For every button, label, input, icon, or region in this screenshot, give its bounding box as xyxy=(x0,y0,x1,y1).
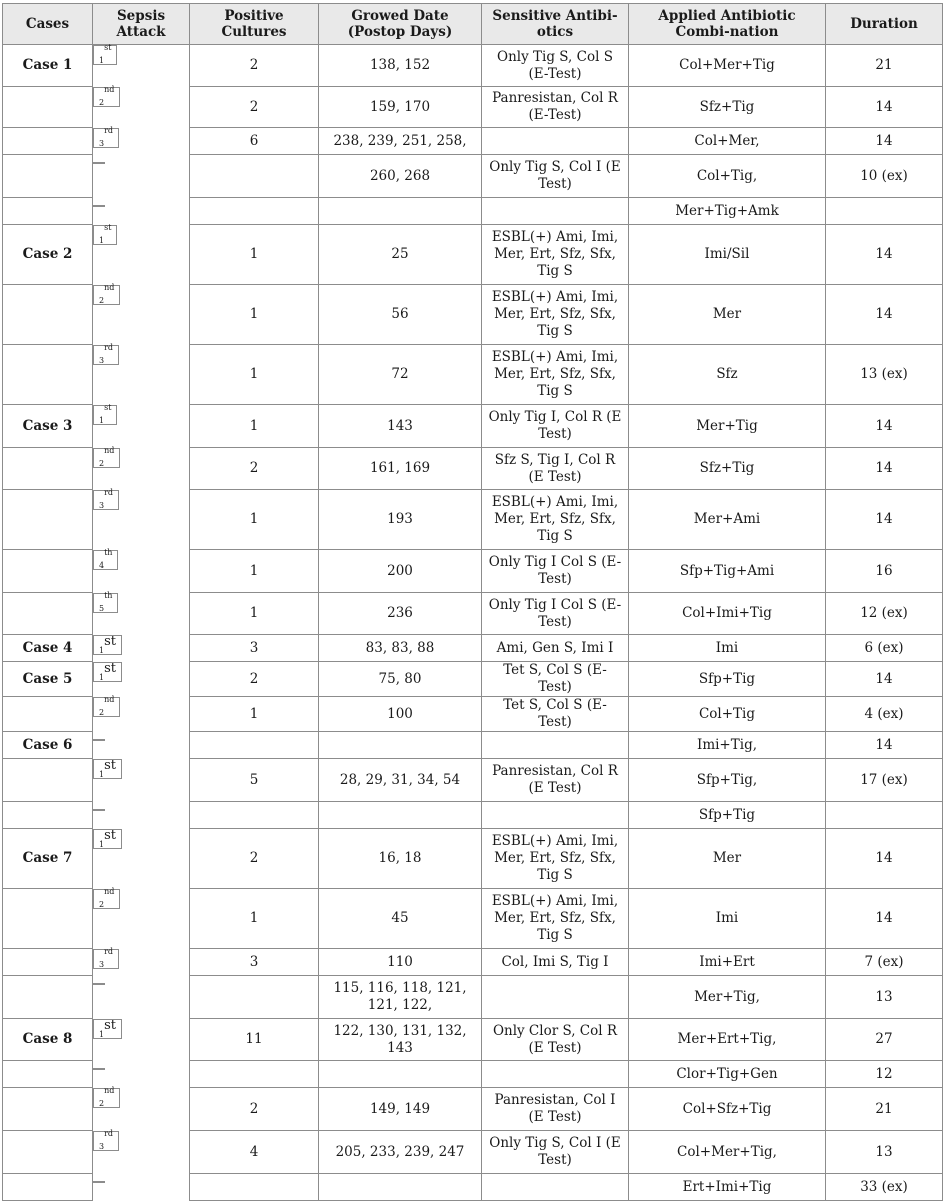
growed-date-cell: 115, 116, 118, 121, 121, 122, xyxy=(319,976,482,1019)
applied-combination-cell: Mer+Ami xyxy=(629,490,826,550)
attack-number: 5 xyxy=(99,603,105,613)
sensitive-antibiotics-cell: Only Tig S, Col S (E-Test) xyxy=(482,45,629,87)
growed-date-cell xyxy=(319,1061,482,1088)
growed-date-cell: 83, 83, 88 xyxy=(319,635,482,662)
positive-cultures-cell xyxy=(190,1061,319,1088)
sepsis-attack-ordinal xyxy=(99,487,114,510)
sepsis-attack-cell xyxy=(93,1085,120,1108)
sensitive-antibiotics-cell: Only Tig I, Col R (E Test) xyxy=(482,405,629,448)
header-cases: Cases xyxy=(3,4,93,45)
applied-combination-cell: Sfp+Tig+Ami xyxy=(629,550,826,593)
growed-date-cell: 138, 152 xyxy=(319,45,482,87)
positive-cultures-cell: 2 xyxy=(190,829,319,889)
positive-cultures-cell xyxy=(190,1174,319,1201)
attack-suffix: th xyxy=(104,547,113,557)
sepsis-attack-cell xyxy=(93,635,122,655)
growed-date-cell xyxy=(319,802,482,829)
duration-cell xyxy=(826,198,943,225)
table-row xyxy=(3,1019,943,1061)
attack-number: 1 xyxy=(99,769,105,779)
growed-date-cell: 193 xyxy=(319,490,482,550)
positive-cultures-cell: 1 xyxy=(190,405,319,448)
duration-cell xyxy=(826,802,943,829)
sepsis-attack-ordinal xyxy=(99,43,112,65)
header-sensitive-antibiotics: Sensitive Antibi-otics xyxy=(482,4,629,45)
table-row xyxy=(3,345,943,405)
attack-suffix: nd xyxy=(104,445,115,455)
sepsis-attack-cell xyxy=(93,590,118,613)
duration-cell: 21 xyxy=(826,45,943,87)
table-row xyxy=(3,225,943,285)
sepsis-attack-ordinal xyxy=(99,402,112,425)
table-row xyxy=(3,1061,943,1088)
growed-date-cell xyxy=(319,198,482,225)
attack-suffix: st xyxy=(104,1017,116,1033)
duration-cell: 33 (ex) xyxy=(826,1174,943,1201)
sensitive-antibiotics-cell: Tet S, Col S (E-Test) xyxy=(482,662,629,697)
growed-date-cell xyxy=(319,1174,482,1201)
sepsis-attack-cell xyxy=(93,739,105,741)
sepsis-attack-cell xyxy=(93,547,118,570)
sensitive-antibiotics-cell xyxy=(482,198,629,225)
applied-combination-cell: Sfp+Tig xyxy=(629,662,826,697)
growed-date-cell: 75, 80 xyxy=(319,662,482,697)
sepsis-attack-cell xyxy=(93,662,122,682)
positive-cultures-cell: 4 xyxy=(190,1131,319,1174)
sensitive-antibiotics-cell: Panresistan, Col R (E-Test) xyxy=(482,87,629,128)
sepsis-attack-ordinal xyxy=(99,222,112,245)
positive-cultures-cell: 3 xyxy=(190,949,319,976)
attack-suffix: rd xyxy=(104,487,114,497)
duration-cell: 14 xyxy=(826,889,943,949)
applied-combination-cell: Mer xyxy=(629,829,826,889)
case-cell xyxy=(3,345,93,405)
duration-cell: 13 (ex) xyxy=(826,345,943,405)
case-cell: Case 6 xyxy=(3,732,93,759)
header-positive-cultures: Positive Cultures xyxy=(190,4,319,45)
positive-cultures-cell: 2 xyxy=(190,662,319,697)
applied-combination-cell: Col+Imi+Tig xyxy=(629,593,826,635)
sepsis-attack-ordinal xyxy=(99,633,116,655)
positive-cultures-cell: 2 xyxy=(190,87,319,128)
growed-date-cell: 161, 169 xyxy=(319,448,482,490)
applied-combination-cell: Mer+Tig, xyxy=(629,976,826,1019)
sepsis-attack-ordinal xyxy=(99,1085,115,1108)
applied-combination-cell: Imi/Sil xyxy=(629,225,826,285)
table-row xyxy=(3,732,943,759)
header-row xyxy=(3,4,943,45)
applied-combination-cell: Clor+Tig+Gen xyxy=(629,1061,826,1088)
positive-cultures-cell: 1 xyxy=(190,889,319,949)
applied-combination-cell: Mer+Tig xyxy=(629,405,826,448)
sensitive-antibiotics-cell: ESBL(+) Ami, Imi, Mer, Ert, Sfz, Sfx, Tig S xyxy=(482,889,629,949)
growed-date-cell: 238, 239, 251, 258, xyxy=(319,128,482,155)
growed-date-cell: 205, 233, 239, 247 xyxy=(319,1131,482,1174)
sepsis-attack-cell xyxy=(93,487,119,510)
duration-cell: 10 (ex) xyxy=(826,155,943,198)
sepsis-attack-cell xyxy=(93,759,122,779)
case-cell: Case 5 xyxy=(3,662,93,697)
case-cell xyxy=(3,198,93,225)
attack-suffix: nd xyxy=(104,1085,115,1095)
sepsis-attack-cell xyxy=(93,222,117,245)
sepsis-attack-ordinal xyxy=(99,886,115,909)
sepsis-attack-cell xyxy=(93,282,120,305)
attack-number: 2 xyxy=(99,458,105,468)
attack-number: 2 xyxy=(99,1098,105,1108)
positive-cultures-cell: 1 xyxy=(190,550,319,593)
sepsis-attack-cell xyxy=(93,1019,122,1039)
positive-cultures-cell xyxy=(190,802,319,829)
sepsis-attack-ordinal xyxy=(99,590,113,613)
applied-combination-cell: Col+Mer+Tig xyxy=(629,45,826,87)
positive-cultures-cell: 1 xyxy=(190,345,319,405)
attack-number: 1 xyxy=(99,56,105,65)
sepsis-attack-cell xyxy=(93,809,105,811)
duration-cell: 12 xyxy=(826,1061,943,1088)
sepsis-attack-cell xyxy=(93,946,119,969)
duration-cell: 14 xyxy=(826,448,943,490)
duration-cell: 16 xyxy=(826,550,943,593)
case-cell: Case 4 xyxy=(3,635,93,662)
attack-number: 3 xyxy=(99,500,105,510)
table-row xyxy=(3,198,943,225)
sepsis-attack-cell xyxy=(93,886,120,909)
duration-cell: 6 (ex) xyxy=(826,635,943,662)
duration-cell: 14 xyxy=(826,829,943,889)
sensitive-antibiotics-cell: Sfz S, Tig I, Col R (E Test) xyxy=(482,448,629,490)
sepsis-attack-ordinal xyxy=(99,660,116,682)
attack-number: 2 xyxy=(99,97,105,107)
applied-combination-cell: Col+Mer+Tig, xyxy=(629,1131,826,1174)
table-row xyxy=(3,490,943,550)
attack-suffix: rd xyxy=(104,946,114,956)
sensitive-antibiotics-cell: Only Tig I Col S (E-Test) xyxy=(482,550,629,593)
sepsis-attack-cell xyxy=(93,829,122,849)
growed-date-cell: 45 xyxy=(319,889,482,949)
attack-suffix: st xyxy=(104,633,116,649)
attack-suffix: nd xyxy=(104,282,115,292)
case-cell: Case 3 xyxy=(3,405,93,448)
table-row xyxy=(3,405,943,448)
attack-suffix: th xyxy=(104,590,113,600)
positive-cultures-cell: 5 xyxy=(190,759,319,802)
growed-date-cell: 200 xyxy=(319,550,482,593)
duration-cell: 27 xyxy=(826,1019,943,1061)
duration-cell: 14 xyxy=(826,87,943,128)
case-cell xyxy=(3,697,93,732)
growed-date-cell: 236 xyxy=(319,593,482,635)
table-row xyxy=(3,889,943,949)
growed-date-cell: 122, 130, 131, 132, 143 xyxy=(319,1019,482,1061)
case-cell: Case 7 xyxy=(3,829,93,889)
table-row xyxy=(3,593,943,635)
positive-cultures-cell: 1 xyxy=(190,697,319,732)
sensitive-antibiotics-cell: Col, Imi S, Tig I xyxy=(482,949,629,976)
growed-date-cell xyxy=(319,732,482,759)
sensitive-antibiotics-cell: ESBL(+) Ami, Imi, Mer, Ert, Sfz, Sfx, Tig S xyxy=(482,285,629,345)
applied-combination-cell: Mer+Tig+Amk xyxy=(629,198,826,225)
duration-cell: 14 xyxy=(826,732,943,759)
applied-combination-cell: Mer xyxy=(629,285,826,345)
positive-cultures-cell xyxy=(190,198,319,225)
duration-cell: 14 xyxy=(826,128,943,155)
duration-cell: 4 (ex) xyxy=(826,697,943,732)
case-cell xyxy=(3,1061,93,1088)
sensitive-antibiotics-cell xyxy=(482,732,629,759)
case-cell xyxy=(3,448,93,490)
attack-suffix: st xyxy=(104,402,112,412)
positive-cultures-cell: 2 xyxy=(190,1088,319,1131)
table-row xyxy=(3,759,943,802)
growed-date-cell: 159, 170 xyxy=(319,87,482,128)
header-sepsis-attack: Sepsis Attack xyxy=(93,4,190,45)
table-row xyxy=(3,128,943,155)
header-applied-combination: Applied Antibiotic Combi-nation xyxy=(629,4,826,45)
growed-date-cell: 72 xyxy=(319,345,482,405)
table-row xyxy=(3,662,943,697)
attack-suffix: rd xyxy=(104,342,114,352)
attack-number: 1 xyxy=(99,645,105,655)
duration-cell: 14 xyxy=(826,285,943,345)
growed-date-cell: 25 xyxy=(319,225,482,285)
sensitive-antibiotics-cell: ESBL(+) Ami, Imi, Mer, Ert, Sfz, Sfx, Tig S xyxy=(482,225,629,285)
growed-date-cell: 28, 29, 31, 34, 54 xyxy=(319,759,482,802)
duration-cell: 14 xyxy=(826,662,943,697)
table-row xyxy=(3,949,943,976)
table-header xyxy=(3,4,943,45)
case-cell xyxy=(3,889,93,949)
positive-cultures-cell xyxy=(190,155,319,198)
case-cell: Case 8 xyxy=(3,1019,93,1061)
growed-date-cell: 100 xyxy=(319,697,482,732)
applied-combination-cell: Imi+Ert xyxy=(629,949,826,976)
sepsis-attack-ordinal xyxy=(99,757,116,779)
sensitive-antibiotics-cell: ESBL(+) Ami, Imi, Mer, Ert, Sfz, Sfx, Tig S xyxy=(482,829,629,889)
positive-cultures-cell: 1 xyxy=(190,285,319,345)
attack-suffix: st xyxy=(104,660,116,676)
growed-date-cell: 16, 18 xyxy=(319,829,482,889)
attack-number: 3 xyxy=(99,355,105,365)
positive-cultures-cell: 1 xyxy=(190,490,319,550)
table-row xyxy=(3,87,943,128)
sensitive-antibiotics-cell: Panresistan, Col I (E Test) xyxy=(482,1088,629,1131)
sepsis-attack-cell xyxy=(93,1128,119,1151)
applied-combination-cell: Sfz+Tig xyxy=(629,87,826,128)
sensitive-antibiotics-cell: Ami, Gen S, Imi I xyxy=(482,635,629,662)
header-duration: Duration xyxy=(826,4,943,45)
growed-date-cell: 143 xyxy=(319,405,482,448)
sepsis-attack-cell xyxy=(93,445,120,468)
sensitive-antibiotics-cell: Only Tig S, Col I (E Test) xyxy=(482,1131,629,1174)
sepsis-attack-cell xyxy=(93,342,119,365)
case-cell xyxy=(3,155,93,198)
sensitive-antibiotics-cell: Panresistan, Col R (E Test) xyxy=(482,759,629,802)
case-cell xyxy=(3,550,93,593)
sepsis-attack-ordinal xyxy=(99,1128,114,1151)
attack-number: 3 xyxy=(99,959,105,969)
sepsis-attack-cell xyxy=(93,402,117,425)
attack-suffix: nd xyxy=(104,886,115,896)
duration-cell: 14 xyxy=(826,405,943,448)
sepsis-attack-ordinal xyxy=(99,282,115,305)
attack-number: 1 xyxy=(99,415,105,425)
attack-suffix: st xyxy=(104,757,116,773)
table-body xyxy=(3,45,943,1201)
positive-cultures-cell: 2 xyxy=(190,448,319,490)
growed-date-cell: 260, 268 xyxy=(319,155,482,198)
sepsis-attack-ordinal xyxy=(99,125,114,148)
table-row xyxy=(3,1088,943,1131)
case-cell xyxy=(3,593,93,635)
sensitive-antibiotics-cell: ESBL(+) Ami, Imi, Mer, Ert, Sfz, Sfx, Tig S xyxy=(482,490,629,550)
attack-number: 1 xyxy=(99,1029,105,1039)
table-row xyxy=(3,1131,943,1174)
sepsis-attack-ordinal xyxy=(99,694,115,717)
positive-cultures-cell: 11 xyxy=(190,1019,319,1061)
table-row xyxy=(3,697,943,732)
header-growed-date: Growed Date (Postop Days) xyxy=(319,4,482,45)
attack-number: 1 xyxy=(99,235,105,245)
attack-number: 1 xyxy=(99,672,105,682)
sepsis-attack-ordinal xyxy=(99,445,115,468)
applied-combination-cell: Imi xyxy=(629,889,826,949)
growed-date-cell: 110 xyxy=(319,949,482,976)
sensitive-antibiotics-cell: Only Tig I Col S (E-Test) xyxy=(482,593,629,635)
applied-combination-cell: Col+Mer, xyxy=(629,128,826,155)
sensitive-antibiotics-cell: ESBL(+) Ami, Imi, Mer, Ert, Sfz, Sfx, Tig S xyxy=(482,345,629,405)
table-row xyxy=(3,45,943,87)
attack-suffix: nd xyxy=(104,694,115,704)
applied-combination-cell: Col+Tig xyxy=(629,697,826,732)
sepsis-attack-cell xyxy=(93,45,117,65)
sepsis-attack-ordinal xyxy=(99,1017,116,1039)
table-row xyxy=(3,448,943,490)
sensitive-antibiotics-cell xyxy=(482,802,629,829)
table-row xyxy=(3,1174,943,1201)
case-cell xyxy=(3,802,93,829)
table-row xyxy=(3,635,943,662)
attack-number: 2 xyxy=(99,899,105,909)
applied-combination-cell: Sfp+Tig, xyxy=(629,759,826,802)
positive-cultures-cell: 2 xyxy=(190,45,319,87)
positive-cultures-cell: 1 xyxy=(190,593,319,635)
positive-cultures-cell: 1 xyxy=(190,225,319,285)
case-cell xyxy=(3,1131,93,1174)
attack-suffix: nd xyxy=(104,84,115,94)
sepsis-attack-cell xyxy=(93,1068,105,1070)
sepsis-attack-ordinal xyxy=(99,827,116,849)
sepsis-attack-cell xyxy=(93,983,105,985)
attack-suffix: st xyxy=(104,43,112,52)
sensitive-antibiotics-cell: Only Clor S, Col R (E Test) xyxy=(482,1019,629,1061)
sepsis-attack-cell xyxy=(93,84,120,107)
applied-combination-cell: Imi+Tig, xyxy=(629,732,826,759)
sepsis-attack-ordinal xyxy=(99,342,114,365)
positive-cultures-cell xyxy=(190,732,319,759)
sepsis-attack-ordinal xyxy=(99,547,113,570)
applied-combination-cell: Imi xyxy=(629,635,826,662)
attack-number: 1 xyxy=(99,839,105,849)
positive-cultures-cell: 6 xyxy=(190,128,319,155)
table-row xyxy=(3,802,943,829)
attack-suffix: st xyxy=(104,222,112,232)
table-row xyxy=(3,976,943,1019)
case-cell xyxy=(3,1174,93,1201)
applied-combination-cell: Col+Sfz+Tig xyxy=(629,1088,826,1131)
sepsis-attack-cell xyxy=(93,205,105,207)
duration-cell: 13 xyxy=(826,976,943,1019)
case-cell xyxy=(3,87,93,128)
case-cell xyxy=(3,1088,93,1131)
sepsis-table xyxy=(2,3,943,1201)
attack-suffix: rd xyxy=(104,1128,114,1138)
duration-cell: 17 (ex) xyxy=(826,759,943,802)
growed-date-cell: 149, 149 xyxy=(319,1088,482,1131)
table-row xyxy=(3,829,943,889)
duration-cell: 21 xyxy=(826,1088,943,1131)
case-cell xyxy=(3,285,93,345)
sensitive-antibiotics-cell xyxy=(482,128,629,155)
sepsis-attack-ordinal xyxy=(99,946,114,969)
duration-cell: 14 xyxy=(826,225,943,285)
applied-combination-cell: Ert+Imi+Tig xyxy=(629,1174,826,1201)
attack-suffix: rd xyxy=(104,125,114,135)
sensitive-antibiotics-cell xyxy=(482,1174,629,1201)
table-row xyxy=(3,550,943,593)
applied-combination-cell: Col+Tig, xyxy=(629,155,826,198)
sepsis-attack-cell xyxy=(93,694,120,717)
attack-number: 2 xyxy=(99,295,105,305)
attack-suffix: st xyxy=(104,827,116,843)
case-cell: Case 1 xyxy=(3,45,93,87)
applied-combination-cell: Sfz+Tig xyxy=(629,448,826,490)
applied-combination-cell: Sfz xyxy=(629,345,826,405)
case-cell xyxy=(3,759,93,802)
attack-number: 4 xyxy=(99,560,105,570)
duration-cell: 12 (ex) xyxy=(826,593,943,635)
duration-cell: 14 xyxy=(826,490,943,550)
growed-date-cell: 56 xyxy=(319,285,482,345)
sensitive-antibiotics-cell: Only Tig S, Col I (E Test) xyxy=(482,155,629,198)
table-row xyxy=(3,155,943,198)
case-cell xyxy=(3,949,93,976)
sepsis-attack-cell xyxy=(93,125,119,148)
attack-number: 2 xyxy=(99,707,105,717)
duration-cell: 7 (ex) xyxy=(826,949,943,976)
positive-cultures-cell: 3 xyxy=(190,635,319,662)
positive-cultures-cell xyxy=(190,976,319,1019)
case-cell: Case 2 xyxy=(3,225,93,285)
applied-combination-cell: Mer+Ert+Tig, xyxy=(629,1019,826,1061)
sepsis-attack-cell xyxy=(93,1181,105,1183)
applied-combination-cell: Sfp+Tig xyxy=(629,802,826,829)
duration-cell: 13 xyxy=(826,1131,943,1174)
sepsis-attack-ordinal xyxy=(99,84,115,107)
sensitive-antibiotics-cell xyxy=(482,1061,629,1088)
sensitive-antibiotics-cell xyxy=(482,976,629,1019)
table-row xyxy=(3,285,943,345)
case-cell xyxy=(3,490,93,550)
case-cell xyxy=(3,976,93,1019)
sensitive-antibiotics-cell: Tet S, Col S (E-Test) xyxy=(482,697,629,732)
attack-number: 3 xyxy=(99,138,105,148)
attack-number: 3 xyxy=(99,1141,105,1151)
case-cell xyxy=(3,128,93,155)
sepsis-attack-cell xyxy=(93,162,105,164)
